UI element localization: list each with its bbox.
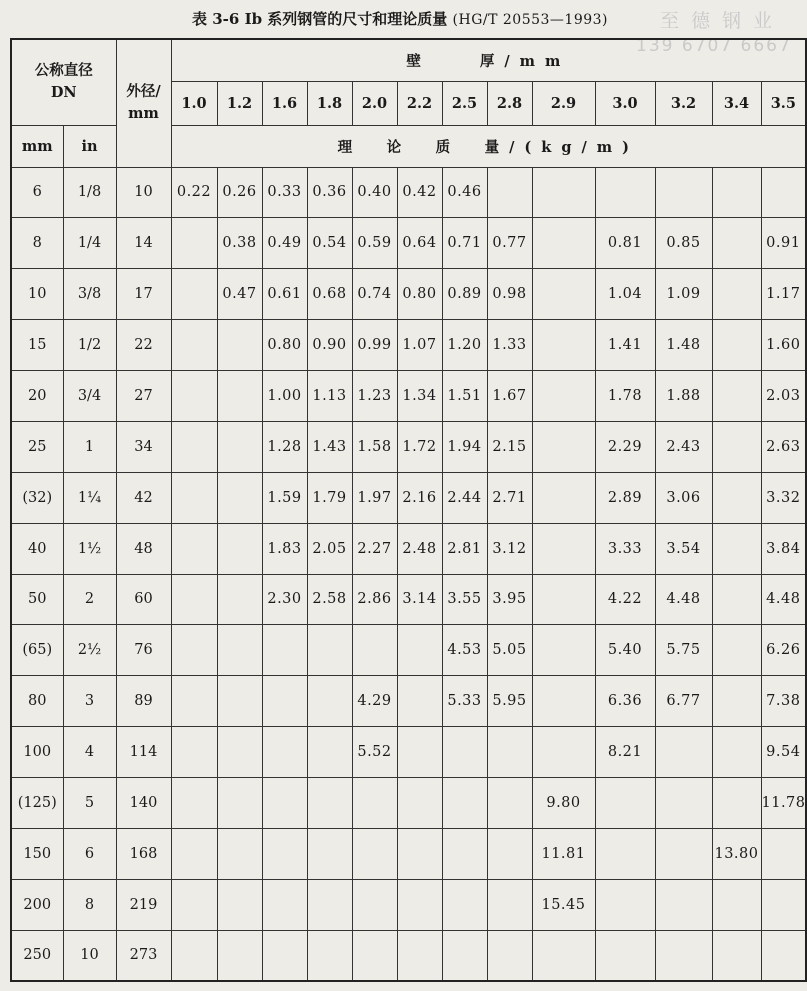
wall-thickness-header: 壁 厚/mm bbox=[171, 39, 806, 81]
od-cell: 10 bbox=[116, 167, 171, 218]
mass-cell: 1.20 bbox=[442, 320, 487, 371]
table-body bbox=[11, 167, 806, 981]
mass-cell bbox=[171, 269, 217, 320]
mass-cell bbox=[397, 727, 442, 778]
table-row bbox=[11, 625, 806, 676]
unit-in-header: in bbox=[63, 125, 116, 167]
mass-cell bbox=[532, 523, 595, 574]
mass-cell bbox=[352, 828, 397, 879]
mass-cell: 2.89 bbox=[595, 472, 655, 523]
mass-cell: 1.17 bbox=[761, 269, 806, 320]
mass-cell bbox=[171, 523, 217, 574]
mass-cell bbox=[595, 828, 655, 879]
mass-cell bbox=[487, 727, 532, 778]
mass-cell bbox=[397, 828, 442, 879]
mass-cell bbox=[442, 879, 487, 930]
mass-cell: 3.84 bbox=[761, 523, 806, 574]
mass-cell bbox=[171, 879, 217, 930]
mass-cell bbox=[171, 574, 217, 625]
dn-in-cell: 6 bbox=[63, 828, 116, 879]
dn-mm-cell: 15 bbox=[11, 320, 63, 371]
mass-cell: 0.49 bbox=[262, 218, 307, 269]
mass-cell: 0.46 bbox=[442, 167, 487, 218]
mass-cell bbox=[397, 778, 442, 829]
mass-cell bbox=[217, 320, 262, 371]
mass-cell bbox=[217, 828, 262, 879]
mass-cell bbox=[171, 625, 217, 676]
dn-in-cell: 1¼ bbox=[63, 472, 116, 523]
od-cell: 140 bbox=[116, 778, 171, 829]
mass-cell: 4.48 bbox=[761, 574, 806, 625]
mass-cell: 6.77 bbox=[655, 676, 712, 727]
dn-in-cell: 5 bbox=[63, 778, 116, 829]
mass-cell: 2.16 bbox=[397, 472, 442, 523]
mass-cell bbox=[262, 727, 307, 778]
od-cell: 114 bbox=[116, 727, 171, 778]
mass-cell bbox=[532, 625, 595, 676]
mass-cell bbox=[655, 828, 712, 879]
mass-cell bbox=[487, 828, 532, 879]
mass-cell bbox=[595, 167, 655, 218]
mass-cell: 1.88 bbox=[655, 371, 712, 422]
mass-cell: 1.51 bbox=[442, 371, 487, 422]
od-cell: 14 bbox=[116, 218, 171, 269]
mass-cell: 0.64 bbox=[397, 218, 442, 269]
dn-in-cell: 10 bbox=[63, 930, 116, 981]
mass-cell bbox=[655, 167, 712, 218]
mass-cell bbox=[655, 879, 712, 930]
mass-cell: 1.41 bbox=[595, 320, 655, 371]
mass-cell: 0.36 bbox=[307, 167, 352, 218]
dn-in-cell: 1/2 bbox=[63, 320, 116, 371]
watermark-company: 至德钢业 bbox=[660, 10, 785, 32]
mass-cell: 1.43 bbox=[307, 421, 352, 472]
dn-in-cell: 4 bbox=[63, 727, 116, 778]
mass-cell bbox=[171, 371, 217, 422]
mass-cell: 2.05 bbox=[307, 523, 352, 574]
thickness-header-cell: 3.4 bbox=[712, 81, 761, 125]
table-row bbox=[11, 320, 806, 371]
thickness-header-cell: 1.6 bbox=[262, 81, 307, 125]
mass-cell: 4.48 bbox=[655, 574, 712, 625]
mass-cell bbox=[171, 472, 217, 523]
mass-cell: 0.89 bbox=[442, 269, 487, 320]
mass-cell bbox=[712, 371, 761, 422]
mass-cell: 1.58 bbox=[352, 421, 397, 472]
mass-cell bbox=[171, 218, 217, 269]
mass-cell bbox=[655, 727, 712, 778]
mass-cell: 1.83 bbox=[262, 523, 307, 574]
mass-cell bbox=[307, 778, 352, 829]
mass-cell bbox=[532, 727, 595, 778]
mass-cell: 0.71 bbox=[442, 218, 487, 269]
mass-cell: 1.78 bbox=[595, 371, 655, 422]
mass-cell bbox=[171, 727, 217, 778]
dn-mm-cell: 200 bbox=[11, 879, 63, 930]
mass-cell: 2.44 bbox=[442, 472, 487, 523]
table-row bbox=[11, 167, 806, 218]
mass-cell: 0.74 bbox=[352, 269, 397, 320]
mass-cell bbox=[761, 879, 806, 930]
mass-cell: 0.47 bbox=[217, 269, 262, 320]
od-cell: 60 bbox=[116, 574, 171, 625]
table-row bbox=[11, 778, 806, 829]
table-row bbox=[11, 523, 806, 574]
od-cell: 76 bbox=[116, 625, 171, 676]
mass-cell: 0.80 bbox=[397, 269, 442, 320]
od-cell: 17 bbox=[116, 269, 171, 320]
mass-cell: 1.97 bbox=[352, 472, 397, 523]
mass-cell: 15.45 bbox=[532, 879, 595, 930]
mass-cell: 3.14 bbox=[397, 574, 442, 625]
od-cell: 219 bbox=[116, 879, 171, 930]
mass-cell bbox=[217, 421, 262, 472]
dn-mm-cell: (32) bbox=[11, 472, 63, 523]
dn-in-cell: 8 bbox=[63, 879, 116, 930]
dn-mm-cell: 250 bbox=[11, 930, 63, 981]
mass-cell bbox=[712, 879, 761, 930]
mass-cell bbox=[712, 727, 761, 778]
mass-cell bbox=[171, 421, 217, 472]
mass-cell bbox=[532, 218, 595, 269]
mass-cell bbox=[442, 930, 487, 981]
table-row bbox=[11, 879, 806, 930]
mass-cell: 0.61 bbox=[262, 269, 307, 320]
mass-header: 理 论 质 量/(kg/m) bbox=[171, 125, 806, 167]
mass-cell: 1.60 bbox=[761, 320, 806, 371]
mass-cell: 6.26 bbox=[761, 625, 806, 676]
mass-cell bbox=[532, 574, 595, 625]
mass-cell bbox=[655, 778, 712, 829]
mass-cell bbox=[171, 828, 217, 879]
mass-cell bbox=[532, 421, 595, 472]
mass-cell: 0.42 bbox=[397, 167, 442, 218]
table-row bbox=[11, 269, 806, 320]
mass-cell: 1.28 bbox=[262, 421, 307, 472]
mass-cell: 5.75 bbox=[655, 625, 712, 676]
mass-cell: 0.81 bbox=[595, 218, 655, 269]
mass-cell bbox=[655, 930, 712, 981]
dn-in-cell: 1½ bbox=[63, 523, 116, 574]
mass-cell bbox=[487, 778, 532, 829]
mass-cell bbox=[217, 574, 262, 625]
thickness-header-cell: 2.8 bbox=[487, 81, 532, 125]
mass-cell bbox=[712, 269, 761, 320]
mass-cell bbox=[712, 574, 761, 625]
mass-cell bbox=[262, 676, 307, 727]
mass-cell bbox=[712, 167, 761, 218]
mass-cell: 0.40 bbox=[352, 167, 397, 218]
mass-cell: 2.71 bbox=[487, 472, 532, 523]
thickness-header-cell: 2.9 bbox=[532, 81, 595, 125]
dn-mm-cell: (65) bbox=[11, 625, 63, 676]
mass-cell: 0.91 bbox=[761, 218, 806, 269]
dn-mm-cell: 8 bbox=[11, 218, 63, 269]
mass-cell bbox=[262, 828, 307, 879]
mass-cell: 1.59 bbox=[262, 472, 307, 523]
mass-cell bbox=[712, 625, 761, 676]
mass-cell bbox=[595, 778, 655, 829]
mass-cell bbox=[171, 320, 217, 371]
mass-cell bbox=[532, 167, 595, 218]
mass-cell: 1.94 bbox=[442, 421, 487, 472]
dn-mm-cell: 25 bbox=[11, 421, 63, 472]
mass-cell bbox=[712, 218, 761, 269]
mass-cell bbox=[217, 778, 262, 829]
mass-cell: 4.53 bbox=[442, 625, 487, 676]
mass-cell bbox=[532, 676, 595, 727]
table-row bbox=[11, 371, 806, 422]
mass-cell: 0.33 bbox=[262, 167, 307, 218]
mass-cell: 1.72 bbox=[397, 421, 442, 472]
mass-cell: 0.80 bbox=[262, 320, 307, 371]
mass-cell bbox=[352, 778, 397, 829]
mass-cell: 2.43 bbox=[655, 421, 712, 472]
mass-cell bbox=[217, 676, 262, 727]
thickness-header-cell: 3.0 bbox=[595, 81, 655, 125]
mass-cell: 5.52 bbox=[352, 727, 397, 778]
od-cell: 22 bbox=[116, 320, 171, 371]
mass-cell: 0.54 bbox=[307, 218, 352, 269]
thickness-header-cell: 2.2 bbox=[397, 81, 442, 125]
caption-text: Ib 系列钢管的尺寸和理论质量 bbox=[244, 10, 448, 28]
table-row bbox=[11, 574, 806, 625]
mass-cell bbox=[487, 167, 532, 218]
mass-cell: 1.34 bbox=[397, 371, 442, 422]
mass-cell bbox=[307, 625, 352, 676]
od-cell: 89 bbox=[116, 676, 171, 727]
dn-header: 公称直径 DN bbox=[11, 39, 116, 125]
mass-cell: 2.03 bbox=[761, 371, 806, 422]
mass-cell: 0.98 bbox=[487, 269, 532, 320]
mass-cell: 1.67 bbox=[487, 371, 532, 422]
mass-cell: 11.78 bbox=[761, 778, 806, 829]
mass-cell: 5.33 bbox=[442, 676, 487, 727]
mass-cell: 2.63 bbox=[761, 421, 806, 472]
table-row bbox=[11, 218, 806, 269]
dn-mm-cell: 40 bbox=[11, 523, 63, 574]
mass-cell: 0.68 bbox=[307, 269, 352, 320]
mass-cell: 3.33 bbox=[595, 523, 655, 574]
dn-in-cell: 3/8 bbox=[63, 269, 116, 320]
od-cell: 42 bbox=[116, 472, 171, 523]
dn-in-cell: 1 bbox=[63, 421, 116, 472]
mass-cell bbox=[217, 727, 262, 778]
mass-cell: 4.29 bbox=[352, 676, 397, 727]
od-cell: 168 bbox=[116, 828, 171, 879]
thickness-header-cell: 1.0 bbox=[171, 81, 217, 125]
mass-cell bbox=[532, 472, 595, 523]
mass-cell: 1.09 bbox=[655, 269, 712, 320]
mass-cell: 3.32 bbox=[761, 472, 806, 523]
od-cell: 34 bbox=[116, 421, 171, 472]
od-cell: 273 bbox=[116, 930, 171, 981]
od-header: 外径/ mm bbox=[116, 39, 171, 167]
mass-cell: 3.06 bbox=[655, 472, 712, 523]
mass-cell bbox=[397, 676, 442, 727]
mass-cell bbox=[761, 828, 806, 879]
mass-cell: 1.04 bbox=[595, 269, 655, 320]
mass-cell: 2.48 bbox=[397, 523, 442, 574]
mass-cell: 0.59 bbox=[352, 218, 397, 269]
thickness-header-cell: 2.0 bbox=[352, 81, 397, 125]
dn-in-cell: 2 bbox=[63, 574, 116, 625]
mass-cell bbox=[712, 472, 761, 523]
dn-mm-cell: 20 bbox=[11, 371, 63, 422]
mass-cell: 0.22 bbox=[171, 167, 217, 218]
mass-cell bbox=[171, 778, 217, 829]
dn-mm-cell: 150 bbox=[11, 828, 63, 879]
mass-cell bbox=[442, 727, 487, 778]
mass-cell bbox=[307, 930, 352, 981]
mass-cell bbox=[595, 930, 655, 981]
table-row bbox=[11, 727, 806, 778]
mass-cell bbox=[217, 523, 262, 574]
mass-cell bbox=[352, 625, 397, 676]
dn-in-cell: 1/4 bbox=[63, 218, 116, 269]
thickness-header-cell: 3.5 bbox=[761, 81, 806, 125]
dn-mm-cell: 100 bbox=[11, 727, 63, 778]
thickness-header-cell: 3.2 bbox=[655, 81, 712, 125]
watermark-phone: 139 6707 6667 bbox=[636, 36, 792, 56]
dn-mm-cell: (125) bbox=[11, 778, 63, 829]
mass-cell: 1.00 bbox=[262, 371, 307, 422]
mass-cell: 13.80 bbox=[712, 828, 761, 879]
dn-in-cell: 2½ bbox=[63, 625, 116, 676]
mass-cell bbox=[352, 879, 397, 930]
table-row bbox=[11, 472, 806, 523]
dn-mm-cell: 80 bbox=[11, 676, 63, 727]
mass-cell: 2.30 bbox=[262, 574, 307, 625]
mass-cell: 0.26 bbox=[217, 167, 262, 218]
mass-cell bbox=[262, 778, 307, 829]
dn-mm-cell: 50 bbox=[11, 574, 63, 625]
mass-cell bbox=[761, 167, 806, 218]
mass-cell bbox=[487, 930, 532, 981]
mass-cell: 1.33 bbox=[487, 320, 532, 371]
thickness-header-cell: 1.2 bbox=[217, 81, 262, 125]
thickness-header-cell: 2.5 bbox=[442, 81, 487, 125]
mass-cell: 5.05 bbox=[487, 625, 532, 676]
mass-cell bbox=[712, 930, 761, 981]
mass-cell bbox=[712, 421, 761, 472]
mass-cell: 1.13 bbox=[307, 371, 352, 422]
mass-cell bbox=[442, 778, 487, 829]
mass-cell bbox=[307, 727, 352, 778]
mass-cell bbox=[217, 371, 262, 422]
steel-pipe-table bbox=[10, 38, 807, 982]
mass-cell bbox=[217, 625, 262, 676]
mass-cell bbox=[262, 930, 307, 981]
mass-cell: 1.23 bbox=[352, 371, 397, 422]
mass-cell: 3.95 bbox=[487, 574, 532, 625]
mass-cell bbox=[712, 523, 761, 574]
mass-cell: 2.27 bbox=[352, 523, 397, 574]
mass-cell: 2.15 bbox=[487, 421, 532, 472]
mass-cell bbox=[532, 371, 595, 422]
mass-cell: 3.55 bbox=[442, 574, 487, 625]
dn-mm-cell: 10 bbox=[11, 269, 63, 320]
mass-cell: 0.38 bbox=[217, 218, 262, 269]
mass-cell bbox=[712, 320, 761, 371]
mass-cell bbox=[487, 879, 532, 930]
mass-cell bbox=[397, 879, 442, 930]
mass-cell bbox=[262, 625, 307, 676]
mass-cell bbox=[595, 879, 655, 930]
dn-in-cell: 1/8 bbox=[63, 167, 116, 218]
mass-cell bbox=[307, 676, 352, 727]
mass-cell bbox=[712, 778, 761, 829]
mass-cell: 1.48 bbox=[655, 320, 712, 371]
mass-cell bbox=[217, 879, 262, 930]
mass-cell: 0.99 bbox=[352, 320, 397, 371]
mass-cell: 5.95 bbox=[487, 676, 532, 727]
table-row bbox=[11, 930, 806, 981]
mass-cell: 11.81 bbox=[532, 828, 595, 879]
thickness-header-cell: 1.8 bbox=[307, 81, 352, 125]
mass-cell bbox=[761, 930, 806, 981]
table-row bbox=[11, 421, 806, 472]
mass-cell bbox=[262, 879, 307, 930]
mass-cell: 9.80 bbox=[532, 778, 595, 829]
mass-cell bbox=[217, 472, 262, 523]
mass-cell bbox=[352, 930, 397, 981]
mass-cell: 0.85 bbox=[655, 218, 712, 269]
caption-standard: (HG/T 20553—1993) bbox=[452, 12, 609, 28]
mass-cell: 2.58 bbox=[307, 574, 352, 625]
mass-cell: 7.38 bbox=[761, 676, 806, 727]
caption-label: 表 3-6 bbox=[192, 10, 240, 28]
table-row bbox=[11, 828, 806, 879]
mass-cell bbox=[307, 828, 352, 879]
dn-in-cell: 3/4 bbox=[63, 371, 116, 422]
od-cell: 27 bbox=[116, 371, 171, 422]
mass-cell bbox=[712, 676, 761, 727]
mass-cell bbox=[397, 930, 442, 981]
mass-cell: 1.07 bbox=[397, 320, 442, 371]
mass-cell: 3.54 bbox=[655, 523, 712, 574]
mass-cell bbox=[532, 320, 595, 371]
mass-cell: 3.12 bbox=[487, 523, 532, 574]
mass-cell bbox=[307, 879, 352, 930]
dn-mm-cell: 6 bbox=[11, 167, 63, 218]
mass-cell: 1.79 bbox=[307, 472, 352, 523]
mass-cell bbox=[171, 930, 217, 981]
mass-cell: 9.54 bbox=[761, 727, 806, 778]
mass-cell: 2.86 bbox=[352, 574, 397, 625]
mass-cell bbox=[171, 676, 217, 727]
mass-cell bbox=[442, 828, 487, 879]
mass-cell: 4.22 bbox=[595, 574, 655, 625]
od-cell: 48 bbox=[116, 523, 171, 574]
mass-cell: 2.29 bbox=[595, 421, 655, 472]
mass-cell bbox=[532, 930, 595, 981]
mass-cell: 2.81 bbox=[442, 523, 487, 574]
mass-cell: 0.90 bbox=[307, 320, 352, 371]
table-row bbox=[11, 676, 806, 727]
mass-cell: 0.77 bbox=[487, 218, 532, 269]
dn-in-cell: 3 bbox=[63, 676, 116, 727]
mass-cell bbox=[397, 625, 442, 676]
mass-cell: 6.36 bbox=[595, 676, 655, 727]
mass-cell bbox=[217, 930, 262, 981]
unit-mm-header: mm bbox=[11, 125, 63, 167]
mass-cell: 5.40 bbox=[595, 625, 655, 676]
mass-cell: 8.21 bbox=[595, 727, 655, 778]
mass-cell bbox=[532, 269, 595, 320]
